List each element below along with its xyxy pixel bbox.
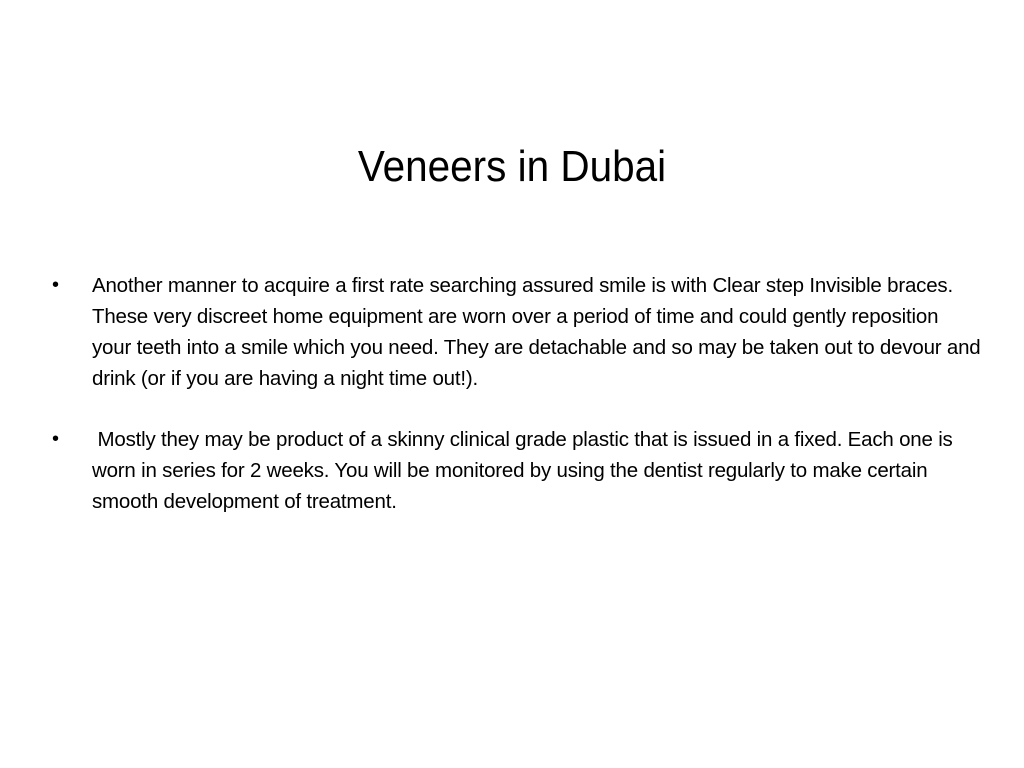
bullet-item — [52, 270, 982, 394]
bullet-list — [52, 270, 982, 517]
bullet-marker: • — [52, 274, 59, 296]
bullet-text: Another manner to acquire a first rate searching assured smile is with Clear step Invisible braces. These very discreet home equipment are worn over a period of time and could gently reposition your teeth into a smile which you need. They are detachable and so may be taken out to devour and drink (or if you are having a night time out!). — [92, 274, 981, 390]
bullet-text: Mostly they may be product of a skinny clinical grade plastic that is issued in a fixed. Each one is worn in series for 2 weeks. You will be monitored by using the dentist regularly to make certain smooth development of treatment. — [92, 428, 959, 513]
slide-title: Veneers in Dubai — [357, 142, 667, 191]
bullet-marker: • — [52, 428, 59, 450]
bullet-item — [52, 424, 982, 517]
